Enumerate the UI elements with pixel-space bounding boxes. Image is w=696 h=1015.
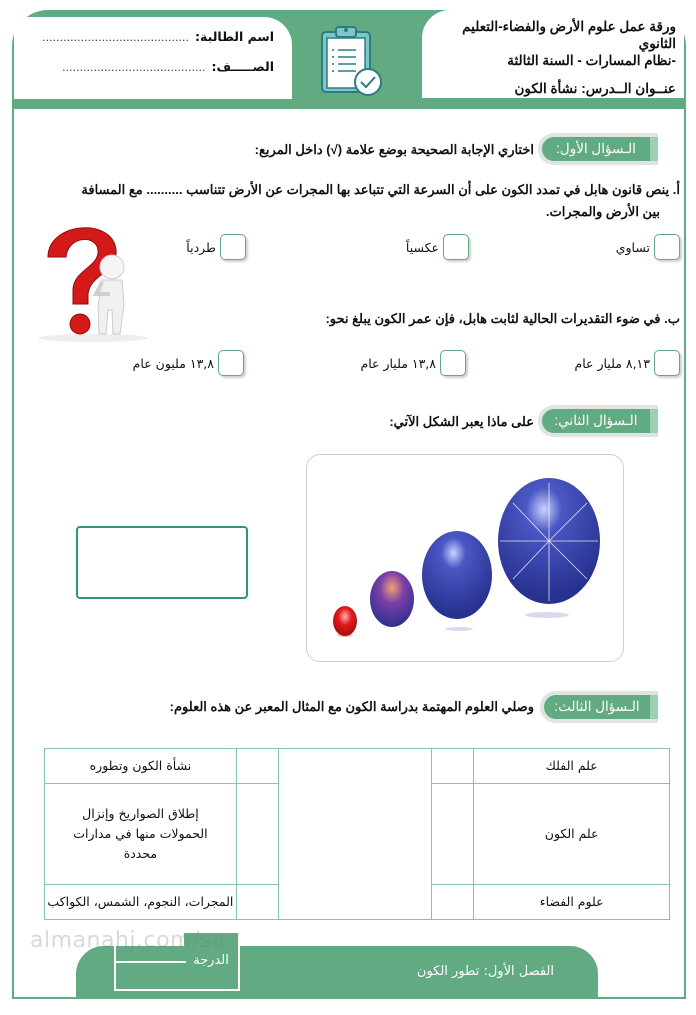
grade-label: الدرجة — [184, 933, 238, 989]
option-label: ١٣,٨ مليار عام — [360, 355, 436, 371]
option-label: تساوي — [615, 239, 650, 255]
science-cell: علم الفلك — [474, 749, 670, 784]
class-label: الصـــــف: — [211, 59, 274, 74]
science-dot-cell[interactable] — [432, 749, 474, 784]
science-dot-cell[interactable] — [432, 783, 474, 884]
q1a-line2: بين الأرض والمجرات. — [545, 204, 660, 219]
example-cell: إطلاق الصواريخ وإنزال الحمولات منها في مدارات محددة — [45, 783, 237, 884]
option-label: عكسياً — [405, 239, 439, 255]
checkbox[interactable] — [654, 234, 680, 260]
checkbox[interactable] — [654, 350, 680, 376]
lesson-value: نشأة الكون — [514, 81, 578, 96]
checkbox[interactable] — [443, 234, 469, 260]
expanding-balloons-universe — [306, 454, 624, 662]
q1-title: الـسؤال الأول: — [542, 137, 650, 161]
q2-instruction: على ماذا يعبر الشكل الآتي: — [389, 414, 534, 429]
checkbox[interactable] — [440, 350, 466, 376]
clipboard-check-icon — [316, 22, 388, 100]
checkbox[interactable] — [220, 234, 246, 260]
student-name-label: اسم الطالبة: — [195, 29, 274, 44]
q1a-line1: أ. ينص قانون هابل في تمدد الكون على أن السرعة التي تتباعد بها المجرات عن الأرض تتناسب .......... مع المسافة — [81, 182, 680, 197]
science-cell: علوم الفضاء — [474, 885, 670, 920]
worksheet-title-box — [422, 10, 684, 98]
student-name-row[interactable] — [26, 29, 274, 59]
q1b-option-2[interactable] — [360, 350, 466, 376]
lesson-label: عنــوان الــدرس: — [581, 81, 676, 96]
example-dot-cell[interactable] — [236, 885, 278, 920]
q3-title-pill — [540, 691, 658, 723]
q1a-option-1[interactable] — [616, 234, 680, 260]
option-label: ١٣,٨ مليون عام — [132, 355, 214, 371]
q1b-option-3[interactable] — [133, 350, 244, 376]
worksheet-title-line2: -نظام المسارات - السنة الثالثة — [507, 53, 676, 68]
science-dot-cell[interactable] — [432, 885, 474, 920]
option-label: ٨,١٣ مليار عام — [574, 355, 650, 371]
option-label: طردياً — [186, 239, 216, 255]
q1-title-pill — [538, 133, 658, 165]
example-cell: المجرات، النجوم، الشمس، الكواكب — [45, 885, 237, 920]
connector-space[interactable] — [278, 749, 432, 920]
q1a-option-3[interactable] — [186, 234, 246, 260]
table-row — [45, 749, 670, 784]
watermark: almanahj.com/sa — [30, 928, 226, 953]
grade-divider — [116, 961, 186, 963]
worksheet-title-line1: ورقة عمل علوم الأرض والفضاء-التعليم الثانوي — [462, 19, 676, 51]
q2-title-pill — [538, 405, 658, 437]
q1b-text: ب. في ضوء التقديرات الحالية لثابت هابل، فإن عمر الكون يبلغ نحو: — [325, 311, 680, 326]
pill-edge — [650, 409, 658, 433]
student-info-box — [14, 17, 292, 99]
question-mark-thinking-figure — [18, 212, 154, 344]
pill-edge — [650, 137, 658, 161]
science-cell: علم الكون — [474, 783, 670, 884]
q1-instruction: اختاري الإجابة الصحيحة بوضع علامة (√) داخل المربع: — [254, 142, 534, 157]
example-cell: نشأة الكون وتطوره — [45, 749, 237, 784]
class-row[interactable] — [26, 59, 274, 89]
example-dot-cell[interactable] — [236, 749, 278, 784]
example-dot-cell[interactable] — [236, 783, 278, 884]
q1b-option-1[interactable] — [574, 350, 680, 376]
student-name-field[interactable]: .......................................... — [42, 31, 190, 44]
lesson-title — [428, 81, 676, 97]
q1a-option-2[interactable] — [406, 234, 469, 260]
q2-answer-box[interactable] — [76, 526, 248, 599]
q3-instruction: وصلي العلوم المهتمة بدراسة الكون مع المثال المعبر عن هذه العلوم: — [169, 699, 534, 714]
class-field[interactable]: ......................................... — [62, 61, 206, 74]
matching-table — [44, 748, 670, 920]
chapter-title: الفصل الأول: تطور الكون — [416, 964, 554, 979]
pill-edge — [650, 695, 658, 719]
q2-title: الـسؤال الثاني: — [542, 409, 650, 433]
checkbox[interactable] — [218, 350, 244, 376]
q3-title: الـسؤال الثالث: — [544, 695, 650, 719]
